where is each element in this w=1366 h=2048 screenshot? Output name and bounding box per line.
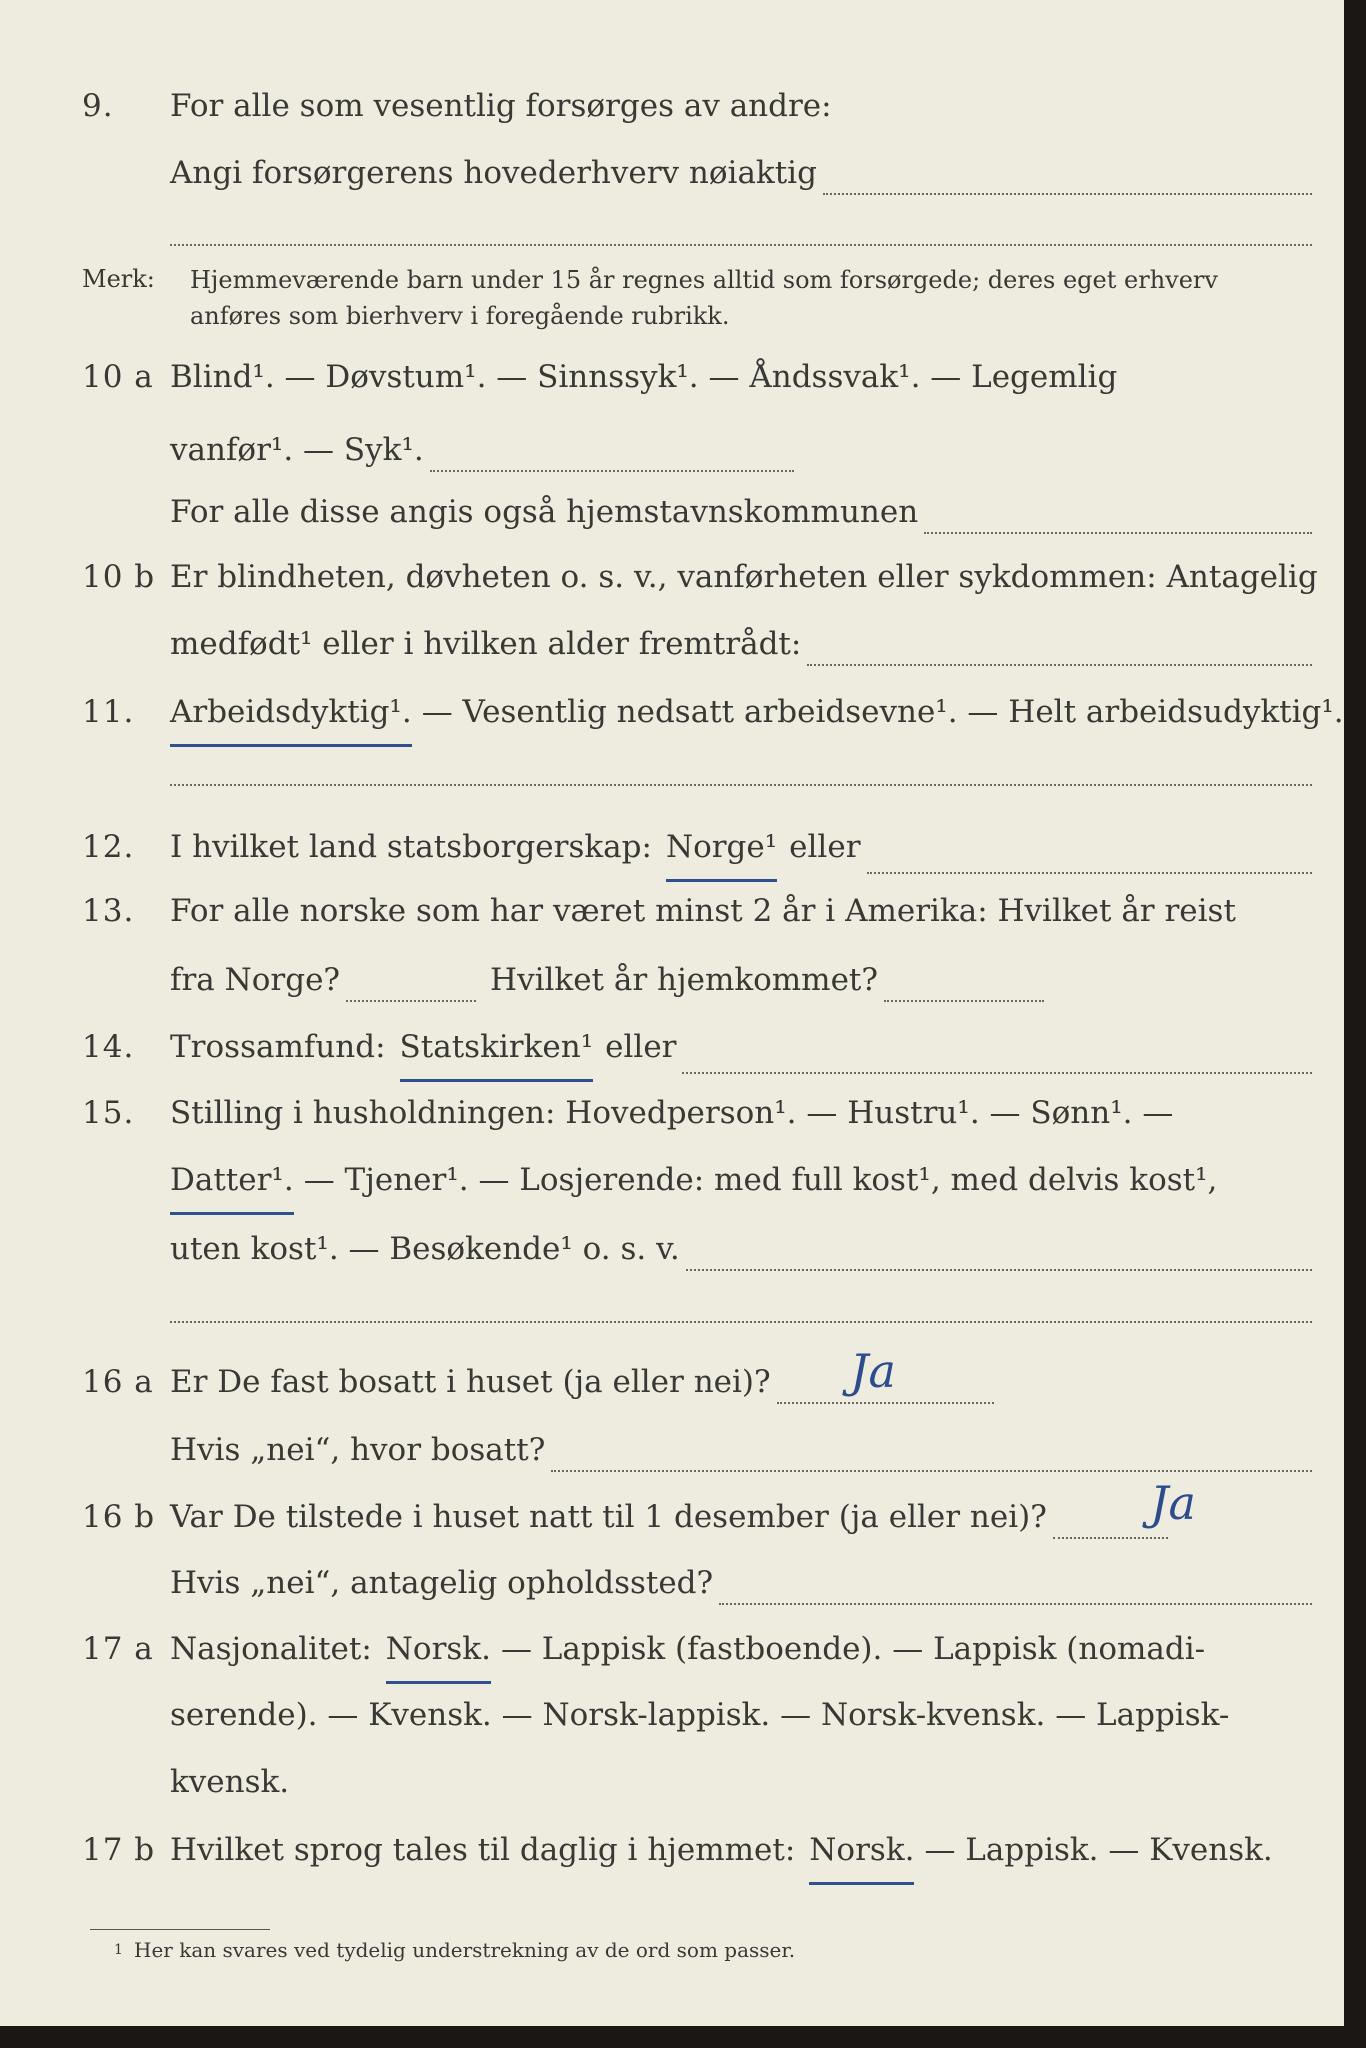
q15-question: Stilling i husholdningen: Hovedperson¹. — Hustru¹. — Sønn¹. — (170, 1095, 1174, 1131)
merk-text: Hjemmeværende barn under 15 år regnes alltid som forsørgede; deres eget erhverv anføres som bierhverv i foregående rubrikk. (190, 266, 1218, 330)
q13-number: 13. (82, 893, 135, 929)
q15-option-datter[interactable]: Datter¹. (170, 1150, 294, 1215)
q17a-line2 (0, 1685, 1344, 1745)
q9-line1 (0, 76, 1344, 136)
q16b-number: 16 b (82, 1499, 156, 1535)
q13-departure-field[interactable] (346, 1000, 476, 1002)
q17b-line (0, 1820, 1344, 1880)
q14-or: eller (605, 1029, 677, 1065)
q10a-line1 (0, 347, 1344, 407)
q9-occupation-label: Angi forsørgerens hovederhverv nøiaktig (170, 155, 817, 191)
q12-option-norge[interactable]: Norge¹ (666, 817, 777, 882)
q9-line2 (0, 143, 1344, 203)
q16b-handwritten-answer: Ja (1150, 1476, 1196, 1530)
q16a-handwritten-answer: Ja (850, 1344, 896, 1398)
q10a-municipality-label: For alle disse angis også hjemstavnskommunen (170, 494, 919, 530)
q15-answer-line[interactable] (170, 1321, 1312, 1323)
q9-text: For alle som vesentlig forsørges av andre: (170, 88, 832, 124)
q16b-line2 (0, 1553, 1344, 1613)
q10a-options-cont: vanfør¹. — Syk¹. (170, 432, 424, 468)
q10b-answer-field[interactable] (807, 664, 1312, 666)
q17b-option-norsk[interactable]: Norsk. (809, 1820, 914, 1885)
q17a-question: Nasjonalitet: (170, 1631, 372, 1667)
q10a-number: 10 a (82, 359, 154, 395)
q16a-answer-field[interactable] (777, 1402, 994, 1404)
q11-line (0, 682, 1344, 742)
q16a-residence-label: Hvis „nei“, hvor bosatt? (170, 1432, 546, 1468)
q14-line (0, 1017, 1344, 1077)
q12-line (0, 817, 1344, 877)
footnote-mark: 1 (114, 1942, 123, 1958)
q10a-line3 (0, 482, 1344, 542)
q10b-question-cont: medfødt¹ eller i hvilken alder fremtrådt: (170, 626, 802, 662)
q17a-line3 (0, 1752, 1344, 1812)
q10b-number: 10 b (82, 559, 156, 595)
q16b-answer-field[interactable] (1053, 1537, 1168, 1539)
q15-number: 15. (82, 1095, 135, 1131)
q16b-question: Var De tilstede i huset natt til 1 desember (ja eller nei)? (170, 1499, 1047, 1535)
q9-answer-line[interactable] (170, 244, 1312, 246)
q16a-number: 16 a (82, 1364, 154, 1400)
q10a-options: Blind¹. — Døvstum¹. — Sinnssyk¹. — Åndssvak¹. — Legemlig (170, 359, 1118, 395)
q17a-other-options-cont: serende). — Kvensk. — Norsk-lappisk. — Norsk-kvensk. — Lappisk- (170, 1697, 1230, 1733)
q11-other-options: — Vesentlig nedsatt arbeidsevne¹. — Helt arbeidsudyktig¹. (421, 694, 1344, 730)
q13-question: For alle norske som har været minst 2 år i Amerika: Hvilket år reist (170, 893, 1236, 929)
footnote-text: Her kan svares ved tydelig understrekning av de ord som passer. (134, 1938, 796, 1962)
q12-number: 12. (82, 829, 135, 865)
q13-line1 (0, 881, 1344, 941)
q15-line2 (0, 1150, 1344, 1210)
q10b-line2 (0, 614, 1344, 674)
q12-other-country-field[interactable] (867, 872, 1312, 874)
q14-number: 14. (82, 1029, 135, 1065)
q13-departure-label: fra Norge? (170, 962, 341, 998)
footnote-divider (90, 1929, 270, 1930)
q15-line1 (0, 1083, 1344, 1143)
q17a-other-options-end: kvensk. (170, 1764, 290, 1800)
q12-or: eller (789, 829, 861, 865)
q10a-answer-field[interactable] (430, 470, 794, 472)
q17a-other-options: — Lappisk (fastboende). — Lappisk (nomadi- (500, 1631, 1206, 1667)
q16a-line1 (0, 1352, 1344, 1412)
q16a-line2 (0, 1420, 1344, 1480)
q17b-other-options: — Lappisk. — Kvensk. (924, 1832, 1273, 1868)
q16b-whereabouts-label: Hvis „nei“, antagelig opholdssted? (170, 1565, 714, 1601)
q11-number: 11. (82, 694, 135, 730)
q15-other-options: — Tjener¹. — Losjerende: med full kost¹, med delvis kost¹, (303, 1162, 1218, 1198)
q9-number: 9. (82, 88, 114, 124)
q16a-question: Er De fast bosatt i huset (ja eller nei)? (170, 1364, 771, 1400)
q14-option-statskirken[interactable]: Statskirken¹ (400, 1017, 594, 1082)
q12-question: I hvilket land statsborgerskap: (170, 829, 652, 865)
q15-answer-field[interactable] (686, 1269, 1312, 1271)
q10b-line1 (0, 547, 1344, 607)
q14-question: Trossamfund: (170, 1029, 386, 1065)
q17a-number: 17 a (82, 1631, 154, 1667)
q17a-option-norsk[interactable]: Norsk. (386, 1619, 491, 1684)
q10a-municipality-field[interactable] (924, 532, 1312, 534)
q13-return-label: Hvilket år hjemkommet? (490, 962, 879, 998)
q15-other-options-cont: uten kost¹. — Besøkende¹ o. s. v. (170, 1231, 680, 1267)
q15-line3 (0, 1219, 1344, 1279)
q13-return-field[interactable] (884, 1000, 1044, 1002)
q16b-line1 (0, 1487, 1344, 1547)
q10a-line2 (0, 420, 1344, 480)
q9-occupation-field[interactable] (823, 193, 1312, 195)
q17a-line1 (0, 1619, 1344, 1679)
q17b-question: Hvilket sprog tales til daglig i hjemmet: (170, 1832, 796, 1868)
q14-other-field[interactable] (682, 1072, 1312, 1074)
q17b-number: 17 b (82, 1832, 156, 1868)
q16a-residence-field[interactable] (551, 1470, 1312, 1472)
merk-label: Merk: (82, 265, 155, 293)
q11-option-arbeidsdyktig[interactable]: Arbeidsdyktig¹. (170, 682, 412, 747)
q16b-whereabouts-field[interactable] (719, 1603, 1312, 1605)
q13-line2 (0, 950, 1344, 1010)
footnote (114, 1935, 796, 1965)
q11-answer-line[interactable] (170, 784, 1312, 786)
q10b-question: Er blindheten, døvheten o. s. v., vanførheten eller sykdommen: Antagelig (170, 559, 1318, 595)
